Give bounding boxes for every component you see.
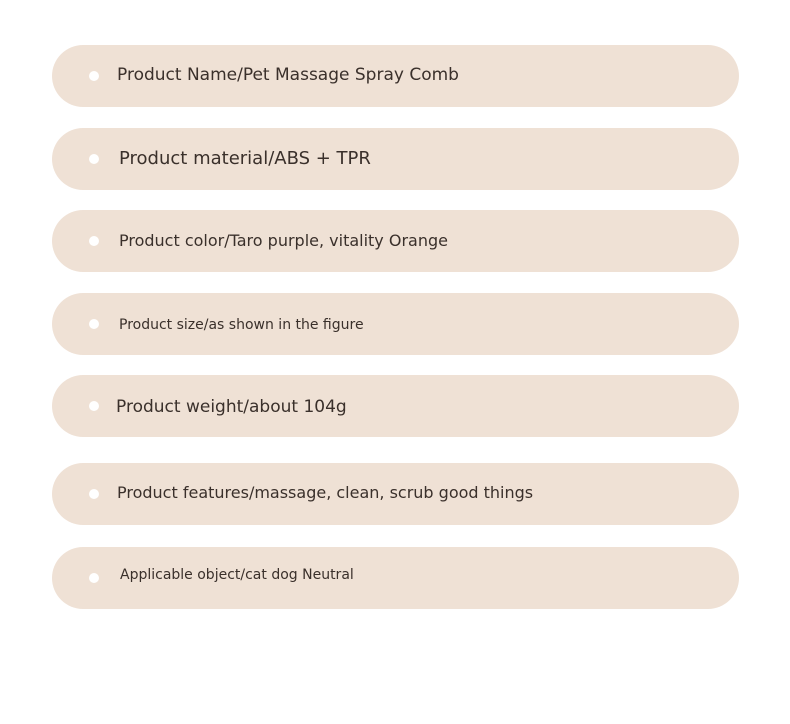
- bullet-icon: [89, 154, 99, 164]
- spec-item-label: Product material/ABS + TPR: [119, 148, 371, 169]
- spec-item-label: Product weight/about 104g: [116, 397, 347, 417]
- bullet-icon: [89, 489, 99, 499]
- spec-item-features: [52, 463, 739, 525]
- spec-item-applicable-object: [52, 547, 739, 609]
- spec-item-color: [52, 210, 739, 272]
- spec-item-label: Product size/as shown in the figure: [119, 317, 364, 333]
- spec-item-label: Applicable object/cat dog Neutral: [120, 567, 354, 583]
- spec-item-material: [52, 128, 739, 190]
- bullet-icon: [89, 573, 99, 583]
- spec-item-size: [52, 293, 739, 355]
- bullet-icon: [89, 319, 99, 329]
- spec-item-product-name: [52, 45, 739, 107]
- spec-item-label: Product features/massage, clean, scrub good things: [117, 483, 534, 502]
- bullet-icon: [89, 71, 99, 81]
- spec-item-label: Product Name/Pet Massage Spray Comb: [117, 65, 459, 85]
- spec-item-weight: [52, 375, 739, 437]
- bullet-icon: [89, 236, 99, 246]
- spec-item-label: Product color/Taro purple, vitality Orange: [119, 231, 448, 250]
- bullet-icon: [89, 401, 99, 411]
